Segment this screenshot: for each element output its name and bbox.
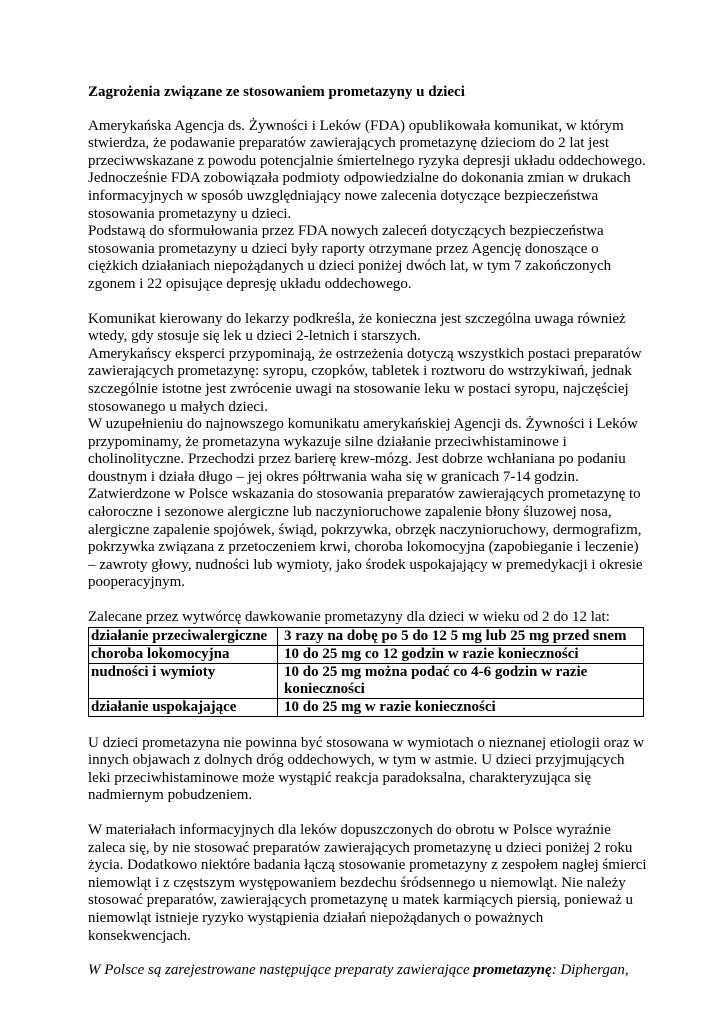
- dose-cell: 10 do 25 mg w razie konieczności: [278, 698, 644, 716]
- spacer: [88, 294, 648, 311]
- indication-cell: nudności i wymioty: [89, 663, 278, 698]
- paragraph-contraindications: U dzieci prometazyna nie powinna być stosowana w wymiotach o nieznanej etiologii oraz w innych objawach z dolnych dróg oddechowych, w tym w astmie. U dzieci przyjmujących leki przeciwhistaminowe może wystąpić reakcja paradoksalna, charakteryzująca się nadmiernym pobudzeniem.: [88, 734, 645, 804]
- dosage-table: [88, 627, 644, 717]
- registered-products-names: : Diphergan,: [551, 962, 629, 979]
- dose-cell: 10 do 25 mg co 12 godzin w razie konieczności: [278, 645, 644, 663]
- spacer: [88, 805, 648, 822]
- dose-cell: 10 do 25 mg można podać co 4-6 godzin w razie konieczności: [278, 663, 644, 698]
- paragraph-indications: Zatwierdzone w Polsce wskazania do stosowania preparatów zawierających prometazynę to całoroczne i sezonowe alergiczne lub naczynioruchowe zapalenie błony śluzowej nosa, alergiczne zapalenie spojówek, świąd, pokrzywka, obrzęk naczynioruchowy, dermografizm, pokrzywka związana z przetoczeniem krwi, choroba lokomocyjna (zapobieganie i leczenie) – zawroty głowy, nudności lub wymioty, jako środek uspokajający w premedykacji i okresie pooperacyjnym.: [88, 486, 643, 591]
- table-intro: Zalecane przez wytwórcę dawkowanie prometazyny dla dzieci w wieku od 2 do 12 lat:: [88, 609, 610, 626]
- indication-cell: działanie przeciwalergiczne: [89, 627, 278, 645]
- table-row: [89, 627, 644, 645]
- paragraph-fda-reports: Podstawą do sformułowania przez FDA nowych zaleceń dotyczących bezpieczeństwa stosowania prometazyny u dzieci były raporty otrzymane przez Agencję donoszące o ciężkich działaniach niepożądanych u dzieci poniżej dwóch lat, w tym 7 zakończonych zgonem i 22 opisujące depresję układu oddechowego.: [88, 223, 612, 292]
- document-title: Zagrożenia związane ze stosowaniem prometazyny u dzieci: [88, 84, 465, 100]
- paragraph-fda-communication: Amerykańska Agencja ds. Żywności i Leków (FDA) opublikowała komunikat, w którym stwierdza, że podawanie preparatów zawierających prometazynę dzieciom do 2 lat jest przeciwwskazane z powodu potencjalnie śmiertelnego ryzyka depresji układu oddechowego. Jednocześnie FDA zobowiązała podmioty odpowiedzialne do dokonania zmian w drukach informacyjnych w sposób uwzględniający nowe zalecenia dotyczące bezpieczeństwa stosowania prometazyny u dzieci.: [88, 117, 646, 222]
- indication-cell: działanie uspokajające: [89, 698, 278, 716]
- spacer: [88, 945, 648, 962]
- registered-products-text: W Polsce są zarejestrowane następujące preparaty zawierające: [88, 962, 474, 979]
- paragraph-poland-materials: W materiałach informacyjnych dla leków dopuszczonych do obrotu w Polsce wyraźnie zaleca się, by nie stosować preparatów zawierających prometazynę u dzieci poniżej 2 roku życia. Dodatkowo niektóre badania łączą stosowanie prometazyny z zespołem nagłej śmierci niemowląt i z częstszym występowaniem bezdechu śródsennego u niemowląt. Nie należy stosować preparatów, zawierających prometazynę u matek karmiących piersią, ponieważ u niemowląt istnieje ryzyko wystąpienia działań niepożądanych o poważnych konsekwencjach.: [88, 822, 647, 944]
- table-row: [89, 645, 644, 663]
- document-page: [88, 84, 648, 980]
- dose-cell: 3 razy na dobę po 5 do 12 5 mg lub 25 mg przed snem: [278, 627, 644, 645]
- paragraph-expert-warnings: Amerykańscy eksperci przypominają, że ostrzeżenia dotyczą wszystkich postaci preparatów zawierających prometazynę: syropu, czopków, tabletek i roztworu do wstrzykiwań, jednak szczególnie istotne jest zwrócenie uwagi na stosowanie leku w postaci syropu, najczęściej stosowanego u małych dzieci.: [88, 345, 642, 415]
- registered-products-line: [88, 962, 648, 980]
- table-row: [89, 698, 644, 716]
- paragraph-pharmacology: W uzupełnieniu do najnowszego komunikatu amerykańskiej Agencji ds. Żywności i Leków przypominamy, że prometazyna wykazuje silne działanie przeciwhistaminowe i cholinolityczne. Przechodzi przez barierę krew-mózg. Jest dobrze wchłaniana po podaniu doustnym i działa długo – jej okres półtrwania waha się w granicach 7-14 godzin.: [88, 416, 639, 485]
- spacer: [88, 592, 648, 609]
- spacer: [88, 717, 648, 735]
- registered-products-substance: prometazynę: [473, 962, 552, 979]
- table-row: [89, 663, 644, 698]
- indication-cell: choroba lokomocyjna: [89, 645, 278, 663]
- paragraph-doctor-communication: Komunikat kierowany do lekarzy podkreśla, że konieczna jest szczególna uwaga również wtedy, gdy stosuje się lek u dzieci 2-letnich i starszych.: [88, 310, 626, 345]
